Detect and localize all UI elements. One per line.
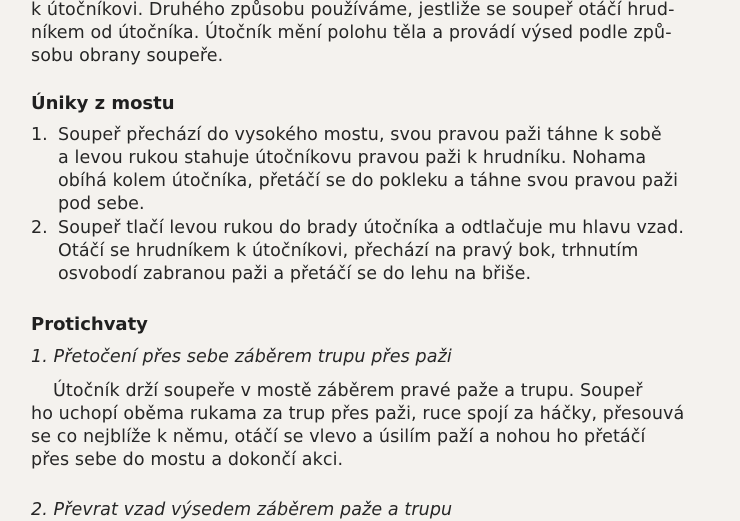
paragraph-line: se co nejblíže k němu, otáčí se vlevo a úsilím paží a nohou ho přetáčí bbox=[31, 427, 646, 447]
intro-line-2: níkem od útočníka. Útočník mění polohu těla a provádí výsed podle způ- bbox=[31, 23, 672, 43]
list-item-line: Otáčí se hrudníkem k útočníkovi, přechází na pravý bok, trhnutím bbox=[58, 241, 639, 261]
list-item-line: obíhá kolem útočníka, přetáčí se do pokleku a táhne svou pravou paži bbox=[58, 171, 679, 191]
list-item-line: Soupeř tlačí levou rukou do brady útočníka a odtlačuje mu hlavu vzad. bbox=[58, 218, 684, 238]
list-item-line: pod sebe. bbox=[58, 194, 145, 214]
section-heading-uniky: Úniky z mostu bbox=[31, 93, 175, 114]
subsection-title-2: 2. Převrat vzad výsedem záběrem paže a trupu bbox=[31, 500, 453, 520]
intro-line-1: k útočníkovi. Druhého způsobu používáme, jestliže se soupeř otáčí hrud- bbox=[31, 0, 675, 20]
paragraph-line: přes sebe do mostu a dokončí akci. bbox=[31, 450, 344, 470]
list-item-line: osvobodí zabranou paži a přetáčí se do lehu na břiše. bbox=[58, 264, 532, 284]
paragraph-line: ho uchopí oběma rukama za trup přes paži, ruce spojí za háčky, přesouvá bbox=[31, 404, 685, 424]
list-item-line: Soupeř přechází do vysokého mostu, svou pravou paži táhne k sobě bbox=[58, 125, 662, 145]
list-item-number: 2. bbox=[31, 218, 48, 238]
list-item-number: 1. bbox=[31, 125, 48, 145]
intro-line-3: sobu obrany soupeře. bbox=[31, 46, 224, 66]
subsection-title-1: 1. Přetočení přes sebe záběrem trupu přes paži bbox=[31, 347, 452, 367]
list-item-line: a levou rukou stahuje útočníkovu pravou paži k hrudníku. Nohama bbox=[58, 148, 647, 168]
section-heading-protichvaty: Protichvaty bbox=[31, 314, 148, 335]
paragraph-line: Útočník drží soupeře v mostě záběrem pravé paže a trupu. Soupeř bbox=[53, 381, 643, 401]
